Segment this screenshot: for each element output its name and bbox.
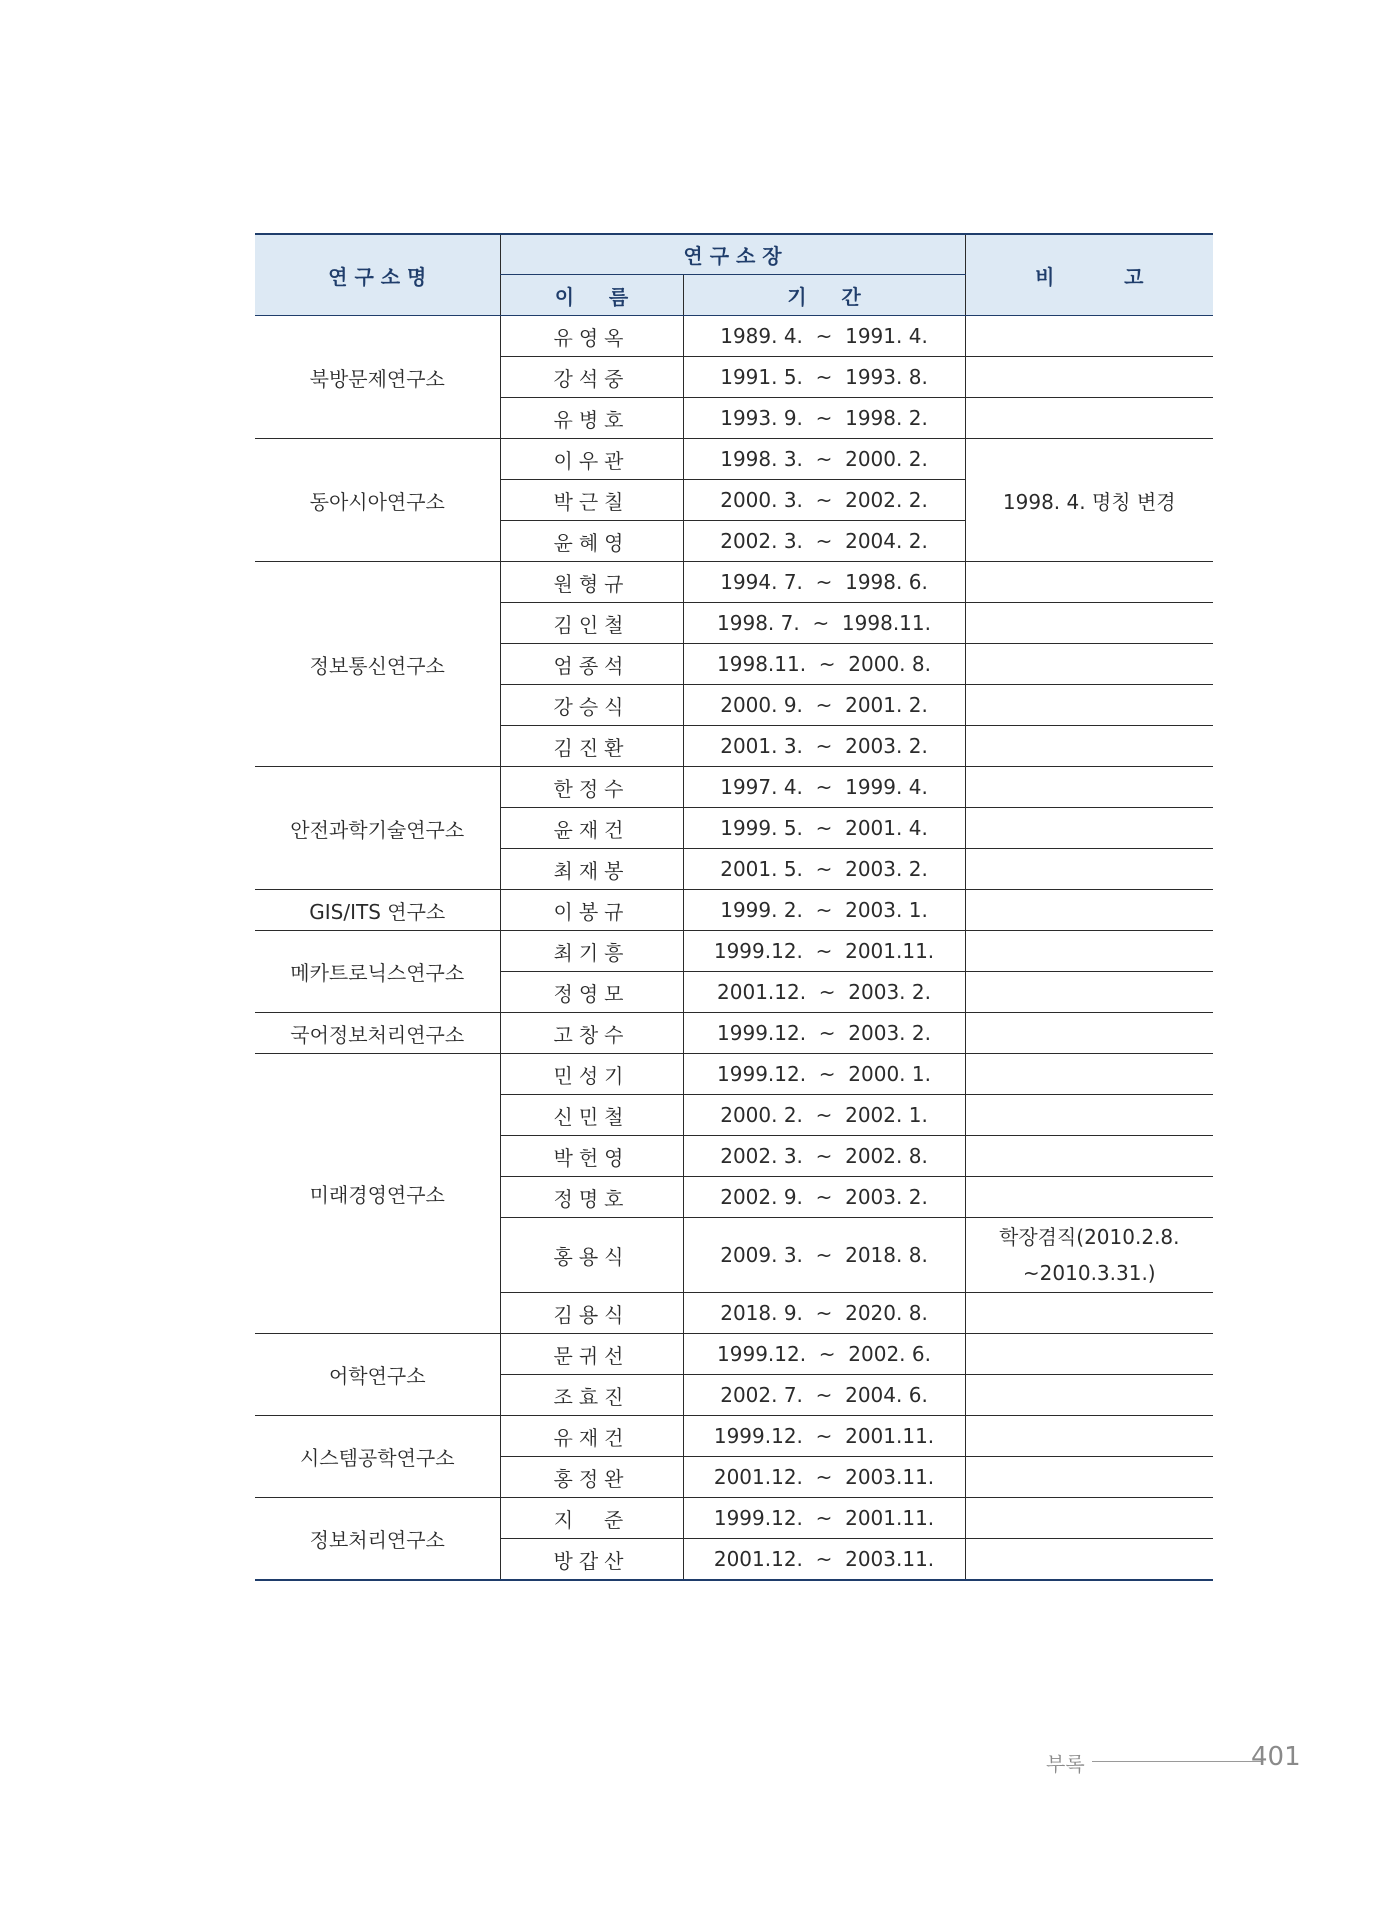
term-period: 2001. 5. ~ 2003. 2. <box>683 849 965 890</box>
term-period: 1999.12. ~ 2001.11. <box>683 1498 965 1539</box>
note-cell <box>965 1095 1213 1136</box>
director-name: 강승식 <box>500 685 683 726</box>
table-row <box>255 1416 1213 1457</box>
term-period: 2001.12. ~ 2003. 2. <box>683 972 965 1013</box>
footer-divider <box>1092 1761 1262 1762</box>
director-name: 정명호 <box>500 1177 683 1218</box>
table-row <box>255 562 1213 603</box>
header-director: 연 구 소 장 <box>500 234 965 275</box>
director-name: 김진환 <box>500 726 683 767</box>
note-cell <box>965 1013 1213 1054</box>
director-history-table <box>255 233 1213 1581</box>
director-name: 엄종석 <box>500 644 683 685</box>
note-cell <box>965 1498 1213 1539</box>
term-period: 2002. 9. ~ 2003. 2. <box>683 1177 965 1218</box>
note-cell <box>965 398 1213 439</box>
note-cell <box>965 890 1213 931</box>
institute-name: 미래경영연구소 <box>255 1054 500 1334</box>
director-name: 한정수 <box>500 767 683 808</box>
note-cell <box>965 972 1213 1013</box>
note-cell <box>965 316 1213 357</box>
note-cell <box>965 357 1213 398</box>
note-line: 학장겸직(2010.2.8. <box>999 1225 1180 1249</box>
note-cell <box>965 1054 1213 1095</box>
director-name: 윤혜영 <box>500 521 683 562</box>
director-name: 홍정완 <box>500 1457 683 1498</box>
note-cell <box>965 1136 1213 1177</box>
director-name: 최기흥 <box>500 931 683 972</box>
term-period: 1989. 4. ~ 1991. 4. <box>683 316 965 357</box>
term-period: 1999. 5. ~ 2001. 4. <box>683 808 965 849</box>
institute-name: 정보통신연구소 <box>255 562 500 767</box>
table-row <box>255 1013 1213 1054</box>
table-row <box>255 1498 1213 1539</box>
term-period: 1999.12. ~ 2001.11. <box>683 931 965 972</box>
term-period: 2009. 3. ~ 2018. 8. <box>683 1218 965 1293</box>
director-name: 지 준 <box>500 1498 683 1539</box>
note-cell <box>965 644 1213 685</box>
table-row <box>255 1334 1213 1375</box>
term-period: 1999. 2. ~ 2003. 1. <box>683 890 965 931</box>
director-name: 이우관 <box>500 439 683 480</box>
table-row <box>255 1054 1213 1095</box>
director-name: 방갑산 <box>500 1539 683 1581</box>
header-period: 기 간 <box>683 275 965 316</box>
director-name: 유재건 <box>500 1416 683 1457</box>
note-cell <box>965 1375 1213 1416</box>
institute-name: 정보처리연구소 <box>255 1498 500 1581</box>
table-row <box>255 316 1213 357</box>
institute-name: 북방문제연구소 <box>255 316 500 439</box>
table-body <box>255 316 1213 1581</box>
note-cell <box>965 1177 1213 1218</box>
director-name: 문귀선 <box>500 1334 683 1375</box>
director-name: 강석중 <box>500 357 683 398</box>
note-cell <box>965 1416 1213 1457</box>
term-period: 1991. 5. ~ 1993. 8. <box>683 357 965 398</box>
term-period: 2002. 3. ~ 2002. 8. <box>683 1136 965 1177</box>
note-cell <box>965 685 1213 726</box>
institute-name: 안전과학기술연구소 <box>255 767 500 890</box>
term-period: 2001.12. ~ 2003.11. <box>683 1539 965 1581</box>
term-period: 2018. 9. ~ 2020. 8. <box>683 1293 965 1334</box>
note-cell <box>965 562 1213 603</box>
note-cell <box>965 1539 1213 1581</box>
term-period: 1998. 3. ~ 2000. 2. <box>683 439 965 480</box>
header-institute: 연 구 소 명 <box>255 234 500 316</box>
institute-name: 메카트로닉스연구소 <box>255 931 500 1013</box>
note-cell <box>965 931 1213 972</box>
director-name: 신민철 <box>500 1095 683 1136</box>
note-cell: 1998. 4. 명칭 변경 <box>965 439 1213 562</box>
director-name: 박근칠 <box>500 480 683 521</box>
table-row <box>255 439 1213 480</box>
note-cell <box>965 1334 1213 1375</box>
term-period: 1994. 7. ~ 1998. 6. <box>683 562 965 603</box>
institute-name: 동아시아연구소 <box>255 439 500 562</box>
header-name: 이 름 <box>500 275 683 316</box>
table-row <box>255 931 1213 972</box>
term-period: 1993. 9. ~ 1998. 2. <box>683 398 965 439</box>
director-name: 박헌영 <box>500 1136 683 1177</box>
director-name: 윤재건 <box>500 808 683 849</box>
note-cell <box>965 1293 1213 1334</box>
director-name: 원형규 <box>500 562 683 603</box>
term-period: 1999.12. ~ 2001.11. <box>683 1416 965 1457</box>
institute-name: GIS/ITS 연구소 <box>255 890 500 931</box>
term-period: 1999.12. ~ 2003. 2. <box>683 1013 965 1054</box>
director-name: 김용식 <box>500 1293 683 1334</box>
footer-section-label: 부록 <box>1046 1752 1085 1776</box>
institute-name: 국어정보처리연구소 <box>255 1013 500 1054</box>
director-name: 홍용식 <box>500 1218 683 1293</box>
header-note: 비 고 <box>965 234 1213 316</box>
table-row <box>255 767 1213 808</box>
note-cell <box>965 849 1213 890</box>
note-cell <box>965 1218 1213 1293</box>
director-name: 고창수 <box>500 1013 683 1054</box>
page-footer <box>1046 1742 1301 1778</box>
director-name: 민성기 <box>500 1054 683 1095</box>
term-period: 2000. 3. ~ 2002. 2. <box>683 480 965 521</box>
institute-name: 시스템공학연구소 <box>255 1416 500 1498</box>
note-cell <box>965 767 1213 808</box>
director-name: 최재봉 <box>500 849 683 890</box>
term-period: 2001. 3. ~ 2003. 2. <box>683 726 965 767</box>
director-name: 유영옥 <box>500 316 683 357</box>
term-period: 2001.12. ~ 2003.11. <box>683 1457 965 1498</box>
director-name: 김인철 <box>500 603 683 644</box>
institute-name: 어학연구소 <box>255 1334 500 1416</box>
page-number: 401 <box>1251 1742 1301 1772</box>
term-period: 1998.11. ~ 2000. 8. <box>683 644 965 685</box>
term-period: 1998. 7. ~ 1998.11. <box>683 603 965 644</box>
term-period: 1997. 4. ~ 1999. 4. <box>683 767 965 808</box>
note-line: ~2010.3.31.) <box>1022 1261 1156 1285</box>
table-row <box>255 890 1213 931</box>
note-cell <box>965 726 1213 767</box>
term-period: 1999.12. ~ 2002. 6. <box>683 1334 965 1375</box>
director-name: 정영모 <box>500 972 683 1013</box>
director-name: 조효진 <box>500 1375 683 1416</box>
table-header <box>255 234 1213 316</box>
term-period: 1999.12. ~ 2000. 1. <box>683 1054 965 1095</box>
note-cell <box>965 1457 1213 1498</box>
term-period: 2000. 2. ~ 2002. 1. <box>683 1095 965 1136</box>
director-name: 유병호 <box>500 398 683 439</box>
note-cell <box>965 808 1213 849</box>
term-period: 2000. 9. ~ 2001. 2. <box>683 685 965 726</box>
note-cell <box>965 603 1213 644</box>
term-period: 2002. 3. ~ 2004. 2. <box>683 521 965 562</box>
director-name: 이봉규 <box>500 890 683 931</box>
term-period: 2002. 7. ~ 2004. 6. <box>683 1375 965 1416</box>
